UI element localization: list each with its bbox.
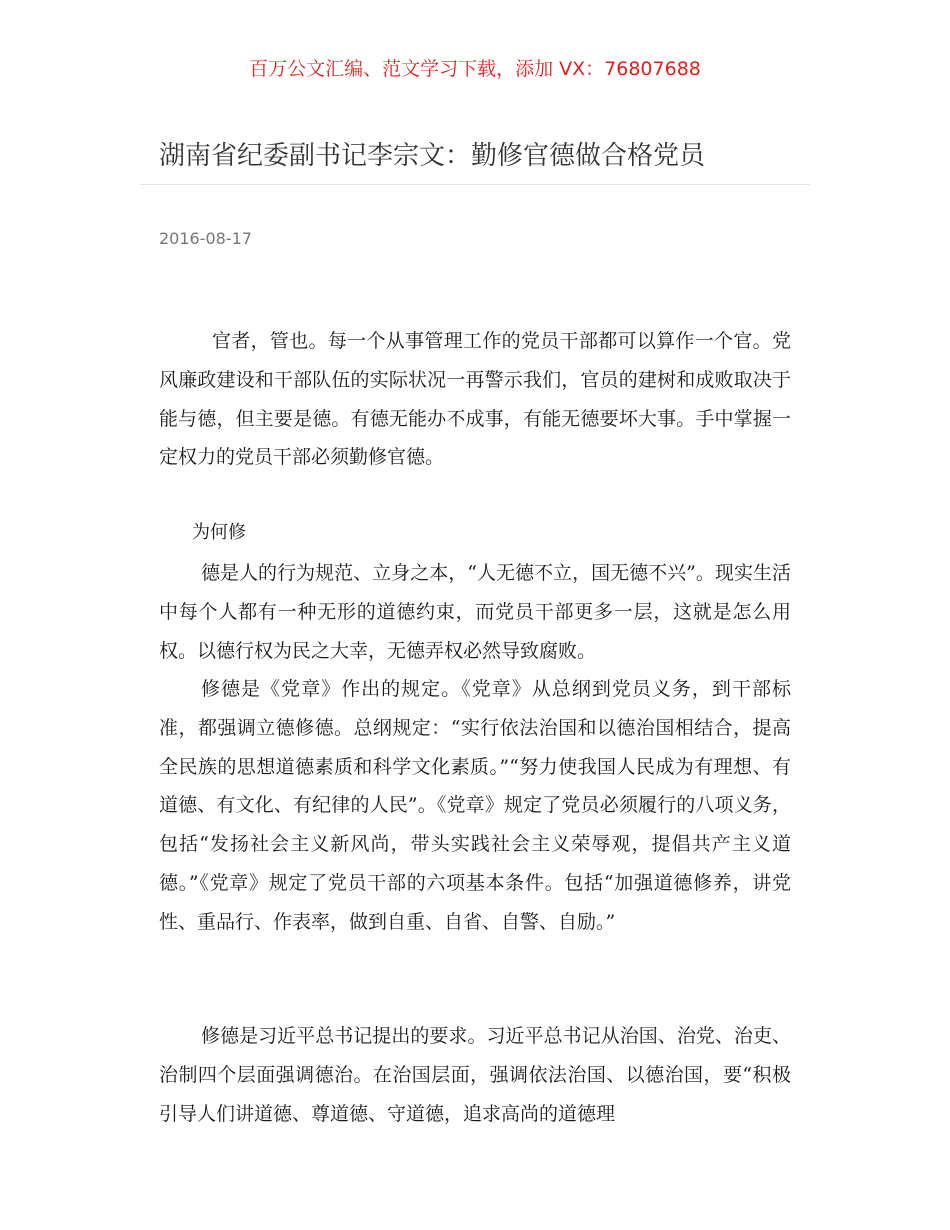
title-divider [140, 184, 810, 185]
article-title: 湖南省纪委副书记李宗文：勤修官德做合格党员 [159, 141, 706, 171]
body-paragraph: 德是人的行为规范、立身之本，“人无德不立，国无德不兴”。现实生活中每个人都有一种无形的道德约束，而党员干部更多一层，这就是怎么用权。以德行权为民之大幸，无德弄权必然导致腐败。 [159, 562, 791, 662]
body-paragraph: 修德是《党章》作出的规定。《党章》从总纲到党员义务，到干部标准，都强调立德修德。总纲规定：“实行依法治国和以德治国相结合，提高全民族的思想道德素质和科学文化素质。”“努力使我国人民成为有理想、有道德、有文化、有纪律的人民”。《党章》规定了党员必须履行的八项义务，包括“发扬社会主义新风尚，带头实践社会主义荣辱观，提倡共产主义道德。”《党章》规定了党员干部的六项基本条件。包括“加强道德修养，讲党性、重品行、作表率，做到自重、自省、自警、自励。” [159, 678, 791, 933]
promo-banner: 百万公文汇编、范文学习下载，添加 VX：76807688 [249, 58, 701, 80]
section-heading: 为何修 [192, 522, 246, 543]
body-paragraph: 修德是习近平总书记提出的要求。习近平总书记从治国、治党、治吏、治制四个层面强调德治。在治国层面，强调依法治国、以德治国，要“积极引导人们讲道德、尊道德、守道德，追求高尚的道德理 [159, 1025, 791, 1125]
intro-paragraph: 官者，管也。每一个从事管理工作的党员干部都可以算作一个官。党风廉政建设和干部队伍的实际状况一再警示我们，官员的建树和成败取决于能与德，但主要是德。有德无能办不成事，有能无德要坏大事。手中掌握一定权力的党员干部必须勤修官德。 [159, 330, 791, 469]
publish-date: 2016-08-17 [159, 229, 252, 248]
